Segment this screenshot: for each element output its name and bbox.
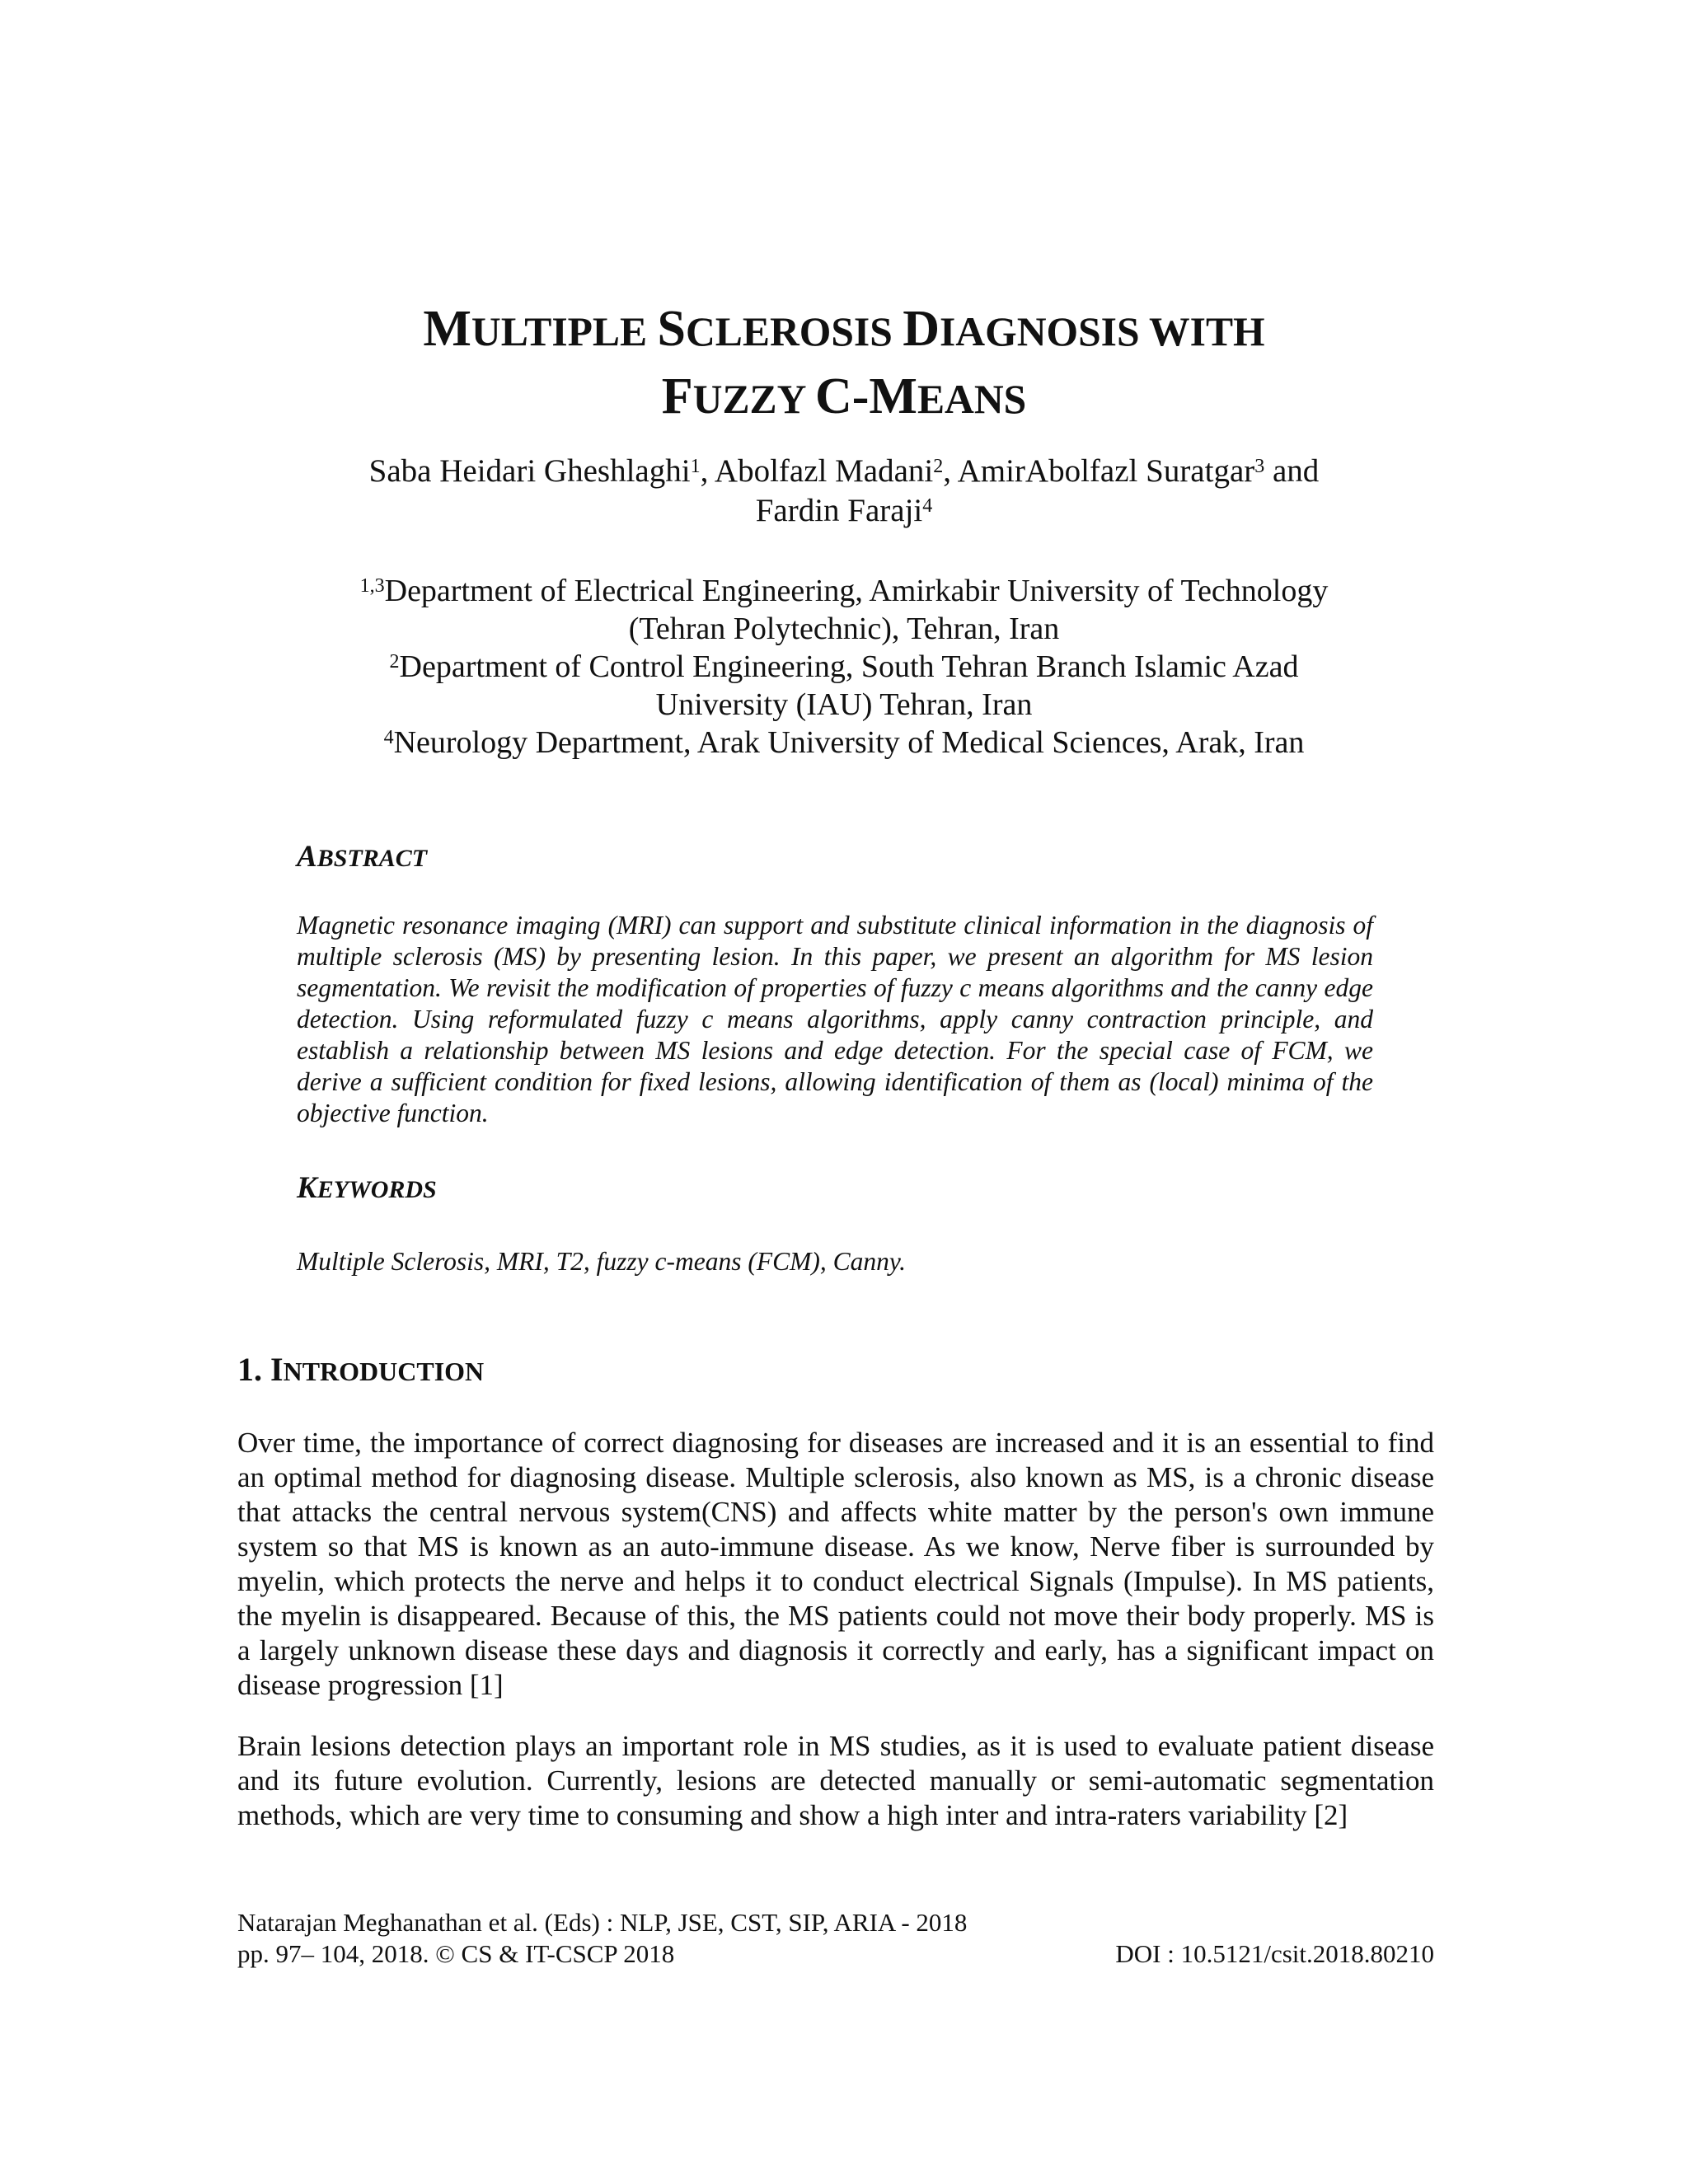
keywords-text: Multiple Sclerosis, MRI, T2, fuzzy c-means (FCM), Canny. xyxy=(297,1247,906,1276)
author-affil-sup: 4 xyxy=(922,495,933,517)
affiliation-line: $^{1,3}$Department of Electrical Engineering, Amirkabir University of Technology xyxy=(359,574,1329,608)
affiliation-line: $^2$Department of Control Engineering, South Tehran Branch Islamic Azad xyxy=(389,649,1299,684)
page-footer xyxy=(237,1907,1434,1970)
introduction-paragraph-1: Over time, the importance of correct diagnosing for diseases are increased and it is an essential to find an optimal method for diagnosing disease. Multiple sclerosis, also known as MS, is a chronic disease that attacks the central nervous system(CNS) and affects white matter by the person's own immune system so that MS is known as an auto-immune disease. As we know, Nerve fiber is surrounded by myelin, which protects the nerve and helps it to conduct electrical Signals (Impulse). In MS patients, the myelin is disappeared. Because of this, the MS patients could not move their body properly. MS is a largely unknown disease these days and diagnosis it correctly and early, has a significant impact on disease progression [1] xyxy=(237,1427,1434,1701)
affiliation-line: (Tehran Polytechnic), Tehran, Iran xyxy=(628,612,1060,646)
footer-proceedings: Natarajan Meghanathan et al. (Eds) : NLP, JSE, CST, SIP, ARIA - 2018 xyxy=(237,1908,968,1937)
affiliation-line: University (IAU) Tehran, Iran xyxy=(655,687,1033,722)
affiliation-line: $^4$Neurology Department, Arak University of Medical Sciences, Arak, Iran xyxy=(383,725,1305,760)
author-name: Abolfazl Madani xyxy=(714,453,934,489)
introduction-heading: 1. INTRODUCTION xyxy=(237,1351,485,1388)
affiliation-list xyxy=(247,572,1441,762)
introduction-paragraph-2: Brain lesions detection plays an important role in MS studies, as it is used to evaluate patient disease and its future evolution. Currently, lesions are detected manually or semi-automatic segmentation methods, which are very time to consuming and show a high inter and intra-raters variability [2] xyxy=(237,1730,1434,1831)
footer-doi: DOI : 10.5121/csit.2018.80210 xyxy=(1115,1939,1434,1968)
abstract-text: Magnetic resonance imaging (MRI) can support and substitute clinical information in the diagnosis of multiple sclerosis (MS) by presenting lesion. In this paper, we present an algorithm for MS lesion segmentation. We revisit the modification of properties of fuzzy c means algorithms and the canny edge detection. Using reformulated fuzzy c means algorithms, apply canny contraction principle, and establish a relationship between MS lesions and edge detection. For the special case of FCM, we derive a sufficient condition for fixed lesions, allowing identification of them as (local) minima of the objective function. xyxy=(297,911,1373,1127)
author-list xyxy=(247,452,1441,531)
footer-row xyxy=(237,1938,1434,1970)
author-affil-sup: 2 xyxy=(933,456,944,477)
author-line-1: Saba Heidari Gheshlaghi$^1$, Abolfazl Madani$^2$, AmirAbolfazl Suratgar$^3$ and xyxy=(368,453,1320,489)
author-name: Saba Heidari Gheshlaghi xyxy=(368,453,691,489)
abstract-heading: ABSTRACT xyxy=(297,840,428,874)
author-affil-sup: 3 xyxy=(1254,456,1265,477)
author-line-2 xyxy=(247,491,1441,531)
paper-title xyxy=(0,297,1688,432)
author-affil-sup: 1 xyxy=(690,456,701,477)
footer-pages-copyright: pp. 97– 104, 2018. © CS & IT-CSCP 2018 xyxy=(237,1939,675,1968)
keywords-heading: KEYWORDS xyxy=(297,1171,437,1205)
author-name: Fardin Faraji xyxy=(755,493,923,528)
title-line-2: FUZZY C-MEANS xyxy=(661,368,1027,424)
title-line-1: MULTIPLE SCLEROSIS DIAGNOSIS WITH xyxy=(423,301,1265,357)
author-name: AmirAbolfazl Suratgar xyxy=(957,453,1255,489)
